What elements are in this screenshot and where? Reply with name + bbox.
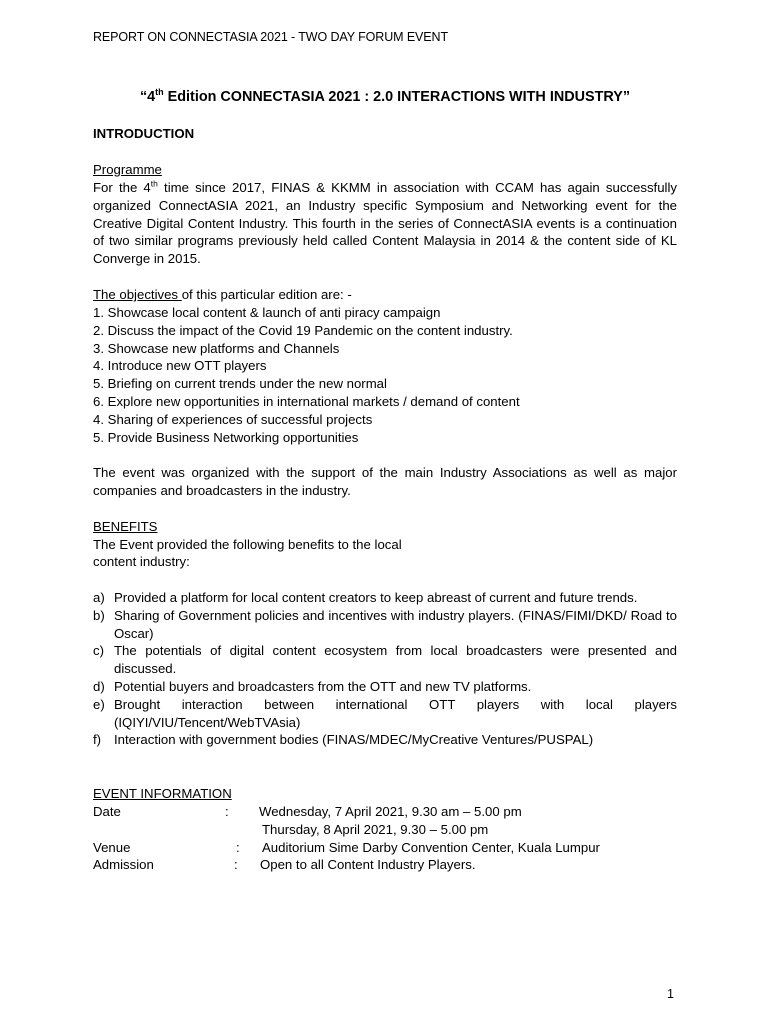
benefits-intro-line-1: The Event provided the following benefits to the local — [93, 537, 402, 552]
title-prefix: “4 — [139, 89, 156, 105]
event-admission-row — [93, 856, 677, 874]
page-number: 1 — [667, 987, 674, 1001]
list-item: 5. Provide Business Networking opportunities — [93, 429, 359, 445]
admission-label: Admission — [93, 857, 154, 873]
running-header: REPORT ON CONNECTASIA 2021 - TWO DAY FORUM EVENT — [93, 30, 448, 44]
list-item: 2. Discuss the impact of the Covid 19 Pandemic on the content industry. — [93, 322, 513, 338]
list-item — [93, 589, 677, 607]
objectives-heading-underlined: The objectives — [93, 287, 182, 302]
benefits-intro-line-2: content industry: — [93, 554, 190, 569]
list-marker: f) — [93, 732, 102, 748]
admission-value: Open to all Content Industry Players. — [260, 857, 476, 873]
list-item-text: Provided a platform for local content creators to keep abreast of current and future trends. — [114, 590, 638, 605]
list-marker: c) — [93, 643, 104, 659]
venue-label: Venue — [93, 839, 131, 855]
list-item-text: Sharing of Government policies and incentives with industry players. (FINAS/FIMI/DKD/ Road to Oscar) — [114, 607, 677, 641]
list-marker: d) — [93, 678, 105, 694]
list-item-text: Interaction with government bodies (FINAS/MDEC/MyCreative Ventures/PUSPAL) — [114, 732, 594, 748]
programme-para-rest: time since 2017, FINAS & KKMM in association with CCAM has again successfully organized ConnectASIA 2021, an Industry specific Symposium and Networking event for the Creative Digital Content Industry. This fourth in the series of ConnectASIA events is a continuation of two similar programs previously held called Content Malaysia in 2014 & the content side of KL Converge in 2015. — [93, 180, 677, 267]
list-item: 4. Introduce new OTT players — [93, 358, 267, 374]
admission-separator: : — [234, 857, 238, 873]
objectives-heading-rest: of this particular edition are: - — [181, 287, 352, 302]
event-date-row — [93, 803, 677, 821]
programme-para-lead: For the 4 — [93, 180, 151, 195]
list-item: 4. Sharing of experiences of successful projects — [93, 411, 373, 427]
programme-heading: Programme — [93, 162, 162, 177]
list-item — [93, 696, 677, 732]
date-label: Date — [93, 804, 121, 819]
list-marker: e) — [93, 696, 105, 712]
list-item: 3. Showcase new platforms and Channels — [93, 340, 340, 356]
objectives-heading — [93, 286, 677, 304]
objectives-list — [93, 304, 677, 446]
date-separator: : — [225, 804, 229, 819]
event-venue-row — [93, 839, 677, 857]
programme-para-superscript: th — [150, 178, 158, 189]
venue-value: Auditorium Sime Darby Convention Center, Kuala Lumpur — [262, 839, 600, 855]
document-title — [93, 89, 677, 107]
event-date-row-2 — [93, 821, 677, 839]
list-item-text: Brought interaction between international OTT players with local players (IQIYI/VIU/Tencent/WebTVAsia) — [114, 696, 677, 730]
title-text: Edition CONNECTASIA 2021 : 2.0 INTERACTIONS WITH INDUSTRY” — [163, 89, 631, 105]
event-information-table — [93, 803, 677, 874]
list-marker: a) — [93, 590, 105, 605]
introduction-heading: INTRODUCTION — [93, 126, 195, 141]
list-item-text: Potential buyers and broadcasters from the OTT and new TV platforms. — [114, 678, 532, 694]
list-item — [93, 642, 677, 678]
list-item: 1. Showcase local content & launch of anti piracy campaign — [93, 305, 441, 320]
benefits-heading: BENEFITS — [93, 519, 158, 534]
venue-separator: : — [236, 839, 240, 855]
title-superscript: th — [155, 87, 164, 98]
list-item-text: The potentials of digital content ecosystem from local broadcasters were presented and discussed. — [114, 643, 677, 677]
list-item — [93, 678, 677, 696]
programme-paragraph — [93, 179, 677, 268]
benefits-list — [93, 589, 677, 749]
date-value-2: Thursday, 8 April 2021, 9.30 – 5.00 pm — [262, 821, 489, 837]
support-paragraph: The event was organized with the support of the main Industry Associations as well as major companies and broadcasters in the industry. — [93, 465, 677, 498]
event-information-heading: EVENT INFORMATION — [93, 786, 232, 801]
list-marker: b) — [93, 607, 105, 623]
list-item — [93, 607, 677, 643]
list-item: 5. Briefing on current trends under the new normal — [93, 376, 387, 392]
list-item — [93, 731, 677, 749]
list-item: 6. Explore new opportunities in international markets / demand of content — [93, 393, 520, 409]
date-value-1: Wednesday, 7 April 2021, 9.30 am – 5.00 pm — [259, 804, 522, 819]
